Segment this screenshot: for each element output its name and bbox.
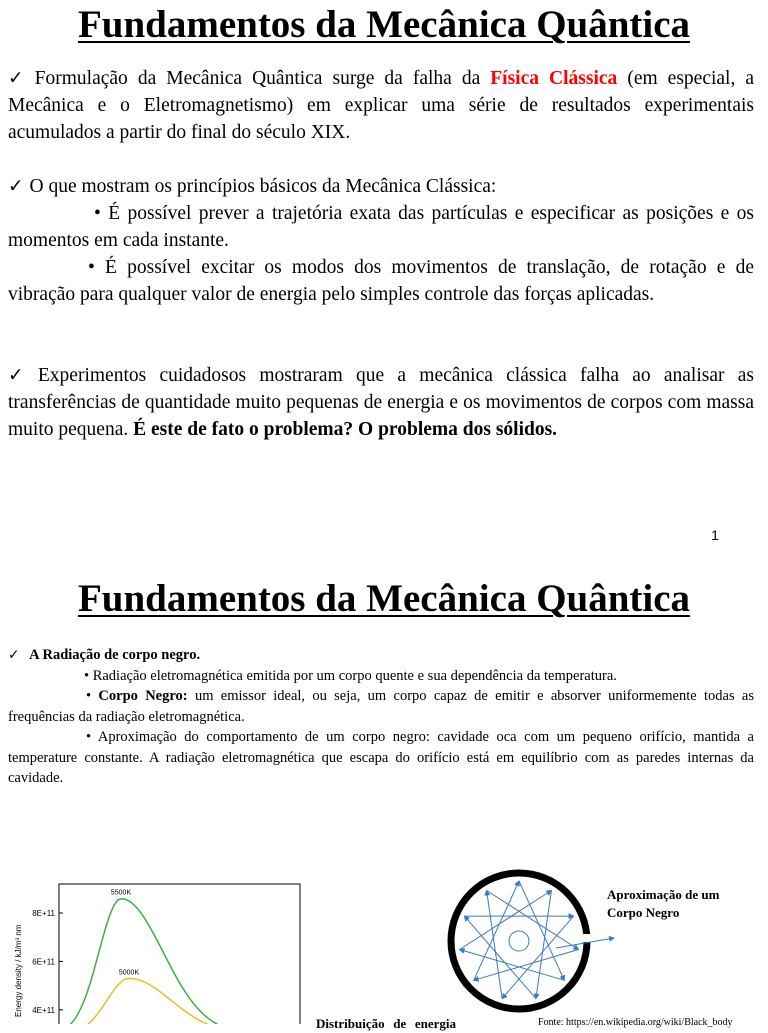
slide2-title: Fundamentos da Mecânica Quântica	[77, 577, 691, 620]
slide2-body	[8, 645, 754, 789]
s2-bullet-2-rest: um emissor ideal, ou seja, um corpo capaz de emitir e absorver uniformemente todas as frequências da radiação eletromagnética.	[8, 688, 754, 725]
slide1-title: Fundamentos da Mecânica Quântica	[77, 3, 691, 46]
checkmark-icon: ✓	[8, 176, 24, 197]
ray-line	[487, 891, 579, 950]
series-label: 5000K	[118, 969, 140, 977]
distribution-caption: Distribuição de energia	[316, 1016, 456, 1031]
blackbody-chart	[0, 876, 305, 1024]
checkmark-icon: ✓	[8, 647, 20, 663]
checkmark-icon: ✓	[8, 365, 32, 386]
slide1-paragraph-2	[8, 173, 754, 308]
s2-bullet-3: Aproximação do comportamento de um corpo negro: cavidade oca com um pequeno orifício, mantida a temperature constante. A radiação eletromagnética que escapa do orifício está em equilíbrio com as paredes internas da cavidade.	[8, 729, 754, 786]
s1-bullet-2: É possível excitar os modos dos movimentos de translação, de rotação e de vibração para qualquer valor de energia pelo simples controle das forças aplicadas.	[8, 257, 755, 305]
bullet-icon: •	[94, 203, 101, 224]
s2-bullet-2-c: C	[98, 688, 109, 704]
p3-bold: É este de fato o problema? O problema dos sólidos.	[133, 419, 558, 440]
y-tick-label: 6E+11	[32, 957, 55, 967]
radiation-rays	[460, 881, 579, 999]
bullet-icon: •	[84, 667, 90, 684]
chart-frame	[59, 884, 300, 1024]
p3-text: Experimentos cuidadosos mostraram que a mecânica clássica falha ao analisar as transferências de quantidade muito pequenas de energia e os movimentos de corpos com massa muito pequena.	[8, 365, 754, 440]
y-tick-label: 4E+11	[32, 1005, 55, 1015]
s2-bullet-1: Radiação eletromagnética emitida por um corpo quente e sua dependência da temperatura.	[92, 667, 617, 684]
series-line-5000K	[62, 978, 302, 1024]
bullet-icon: •	[88, 257, 95, 278]
p1-rest: (em especial, a Mecânica e o Eletromagnetismo) em explicar uma série de resultados experimentais acumulados a partir do final do século XIX.	[8, 68, 755, 143]
cavity-wall	[451, 873, 587, 1009]
s2-heading: A Radiação de corpo negro.	[29, 647, 201, 663]
s1-bullet-1: É possível prever a trajetória exata das partículas e especificar as posições e os momentos em cada instante.	[8, 203, 754, 251]
p1-text: Formulação da Mecânica Quântica surge da falha da	[34, 68, 481, 89]
slide1-paragraph-1	[8, 65, 754, 146]
bullet-icon: •	[86, 729, 92, 745]
series-label: 5500K	[110, 889, 132, 897]
cavity-opening	[582, 934, 596, 942]
cavity-caption: Aproximação de um Corpo Negro	[607, 887, 720, 920]
checkmark-icon: ✓	[8, 68, 29, 89]
y-tick-label: 8E+11	[32, 909, 55, 919]
page-number: 1	[711, 527, 719, 543]
fisica-classica-highlight: Física Clássica	[490, 68, 618, 89]
source-credit: Fonte: https://en.wikipedia.org/wiki/Black_body	[538, 1017, 733, 1028]
series-line-5500K	[62, 899, 302, 1024]
p2-text: O que mostram os princípios básicos da Mecânica Clássica:	[29, 176, 497, 197]
cavity-diagram	[446, 868, 616, 1024]
bullet-icon: •	[86, 688, 92, 704]
y-axis-label: Energy density / kJ/m³ nm	[14, 924, 23, 1017]
s2-bullet-2-bold: orpo Negro:	[108, 688, 188, 704]
ray-line	[460, 891, 552, 950]
slide1-paragraph-3	[8, 362, 754, 443]
cavity-center-ring	[509, 931, 529, 951]
